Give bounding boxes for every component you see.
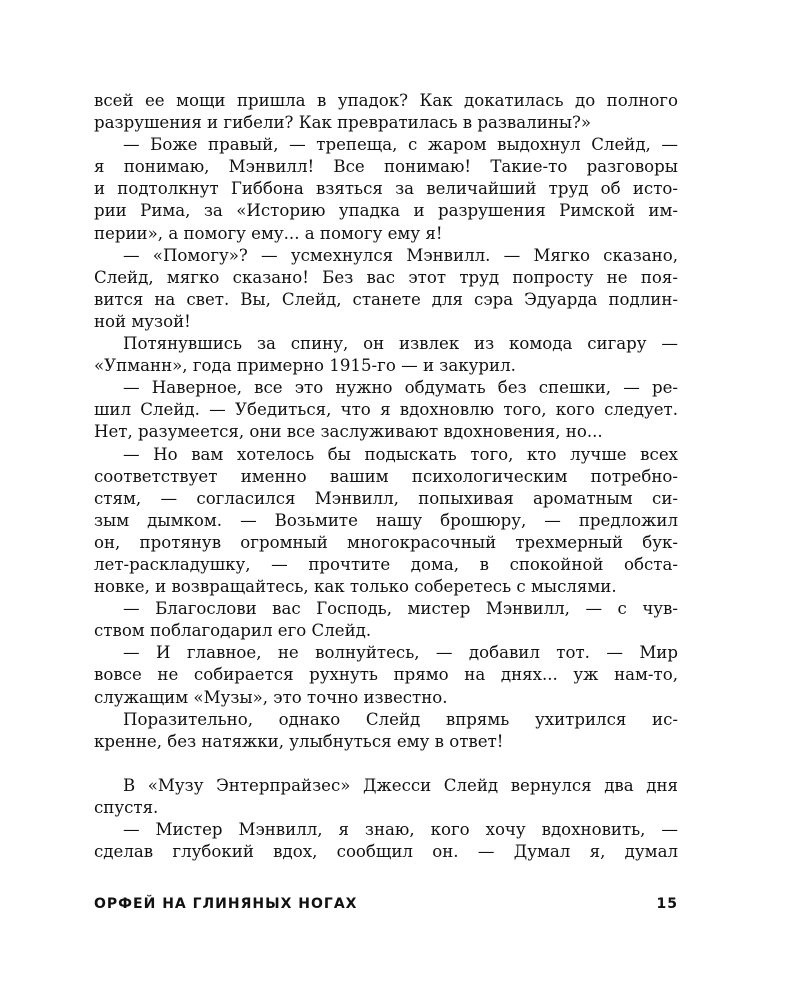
text-line: — Боже правый, — трепеща, с жаром выдохнул Слейд, —: [123, 135, 678, 155]
text-line: — «Помогу»? — усмехнулся Мэнвилл. — Мягко сказано,: [123, 245, 678, 265]
text-line: ной музой!: [94, 311, 191, 331]
text-line: лет-раскладушку, — прочтите дома, в спокойной обста-: [94, 554, 678, 574]
text-line: новке, и возвращайтесь, как только соберетесь с мыслями.: [94, 577, 617, 597]
text-line: разрушения и гибели? Как превратилась в развалины?»: [94, 113, 592, 133]
text-line: Поразительно, однако Слейд впрямь ухитрился ис-: [123, 709, 678, 729]
text-line: я понимаю, Мэнвилл! Все понимаю! Такие-то разговоры: [94, 157, 678, 177]
text-line: перии», а помогу ему... а помогу ему я!: [94, 223, 443, 243]
text-line: ством поблагодарил его Слейд.: [94, 621, 372, 641]
text-line: служащим «Музы», это точно известно.: [94, 687, 448, 707]
page-number: 15: [656, 896, 678, 912]
text-line: — Мистер Мэнвилл, я знаю, кого хочу вдохновить, —: [123, 820, 678, 840]
page-text: [94, 90, 678, 863]
text-line: — Наверное, все это нужно обдумать без спешки, — ре-: [123, 378, 678, 398]
text-line: Слейд, мягко сказано! Без вас этот труд попросту не поя-: [94, 267, 678, 287]
text-line: Потянувшись за спину, он извлек из комода сигару —: [123, 334, 678, 354]
text-line: стям, — согласился Мэнвилл, попыхивая ароматным си-: [94, 488, 678, 508]
page-footer: [94, 893, 678, 915]
text-line: — Но вам хотелось бы подыскать того, кто лучше всех: [123, 444, 678, 464]
text-line: шил Слейд. — Убедиться, что я вдохновлю того, кого следует.: [94, 400, 678, 420]
blank-line: [94, 753, 678, 775]
text-line: он, протянув огромный многокрасочный трехмерный бук-: [94, 532, 678, 552]
running-title: ОРФЕЙ НА ГЛИНЯНЫХ НОГАХ: [94, 896, 358, 912]
text-line: рии Рима, за «Историю упадка и разрушения Римской им-: [94, 201, 678, 221]
text-line: В «Музу Энтерпрайзес» Джесси Слейд вернулся два дня: [123, 775, 678, 795]
text-line: кренне, без натяжки, улыбнуться ему в ответ!: [94, 731, 504, 751]
text-line: «Упманн», года примерно 1915-го — и закурил.: [94, 356, 516, 376]
text-line: Нет, разумеется, они все заслуживают вдохновения, но...: [94, 422, 603, 442]
text-line: сделав глубокий вдох, сообщил он. — Думал я, думал: [94, 842, 678, 862]
text-line: и подтолкнут Гиббона взяться за величайший труд об исто-: [94, 179, 678, 199]
text-line: зым дымком. — Возьмите нашу брошюру, — предложил: [94, 510, 678, 530]
text-line: соответствует именно вашим психологическим потребно-: [94, 466, 678, 486]
text-line: — И главное, не волнуйтесь, — добавил тот. — Мир: [123, 643, 678, 663]
text-line: всей ее мощи пришла в упадок? Как докатилась до полного: [94, 91, 678, 110]
text-line: — Благослови вас Господь, мистер Мэнвилл, — с чув-: [123, 599, 678, 619]
text-line: вится на свет. Вы, Слейд, станете для сэра Эдуарда подлин-: [94, 289, 678, 309]
text-line: спустя.: [94, 798, 159, 817]
text-line: вовсе не собирается рухнуть прямо на днях... уж нам-то,: [94, 665, 678, 685]
